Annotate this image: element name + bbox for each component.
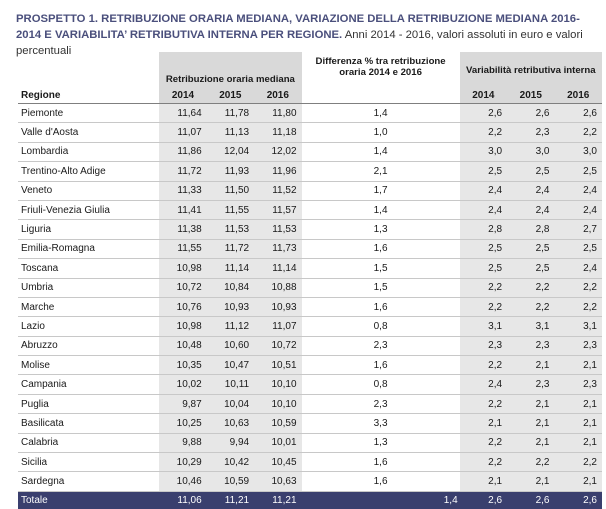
median-cell: 10,04	[207, 394, 254, 413]
variability-cell: 2,1	[554, 472, 602, 491]
median-cell: 10,47	[207, 356, 254, 375]
variability-cell: 2,6	[460, 104, 507, 123]
median-cell: 10,60	[207, 336, 254, 355]
table-row	[18, 453, 602, 472]
variability-cell: 2,2	[554, 297, 602, 316]
median-cell: 10,59	[207, 472, 254, 491]
median-cell: 11,07	[254, 317, 301, 336]
variability-cell: 2,4	[554, 259, 602, 278]
variability-cell: 2,2	[507, 278, 554, 297]
variability-cell: 2,2	[460, 278, 507, 297]
median-cell: 10,48	[159, 336, 206, 355]
region-cell: Sardegna	[18, 472, 159, 491]
region-cell: Valle d'Aosta	[18, 123, 159, 142]
table-row	[18, 356, 602, 375]
header-median-2015: 2015	[207, 88, 254, 104]
header-median-2016: 2016	[254, 88, 301, 104]
variability-cell: 3,1	[507, 317, 554, 336]
diff-cell: 3,3	[302, 414, 460, 433]
median-cell: 11,41	[159, 200, 206, 219]
median-cell: 10,10	[254, 375, 301, 394]
median-cell: 10,98	[159, 259, 206, 278]
diff-cell: 1,4	[302, 200, 460, 219]
variability-cell: 2,6	[460, 491, 507, 509]
variability-cell: 2,2	[460, 356, 507, 375]
variability-cell: 2,6	[507, 104, 554, 123]
median-cell: 11,14	[254, 259, 301, 278]
median-cell: 11,33	[159, 181, 206, 200]
median-cell: 10,59	[254, 414, 301, 433]
diff-cell: 1,4	[302, 142, 460, 161]
variability-cell: 2,3	[554, 336, 602, 355]
median-cell: 10,02	[159, 375, 206, 394]
region-cell: Lazio	[18, 317, 159, 336]
median-cell: 10,72	[159, 278, 206, 297]
variability-cell: 2,1	[507, 394, 554, 413]
variability-cell: 2,8	[460, 220, 507, 239]
diff-cell: 1,7	[302, 181, 460, 200]
median-cell: 10,11	[207, 375, 254, 394]
table-row	[18, 317, 602, 336]
header-median-2014: 2014	[159, 88, 206, 104]
median-cell: 9,94	[207, 433, 254, 452]
variability-cell: 2,4	[554, 200, 602, 219]
variability-cell: 3,0	[554, 142, 602, 161]
median-cell: 11,57	[254, 200, 301, 219]
median-cell: 11,07	[159, 123, 206, 142]
median-cell: 10,45	[254, 453, 301, 472]
region-cell: Basilicata	[18, 414, 159, 433]
median-cell: 10,35	[159, 356, 206, 375]
diff-cell: 0,8	[302, 317, 460, 336]
diff-cell: 1,5	[302, 259, 460, 278]
median-cell: 11,96	[254, 162, 301, 181]
median-cell: 10,63	[254, 472, 301, 491]
variability-cell: 2,1	[460, 414, 507, 433]
table-row	[18, 123, 602, 142]
median-cell: 10,63	[207, 414, 254, 433]
region-cell: Liguria	[18, 220, 159, 239]
table-row	[18, 142, 602, 161]
median-cell: 11,86	[159, 142, 206, 161]
data-table	[18, 52, 602, 509]
header-row-groups	[18, 52, 602, 88]
variability-cell: 2,2	[554, 453, 602, 472]
variability-cell: 2,1	[554, 394, 602, 413]
table-row	[18, 336, 602, 355]
region-cell: Molise	[18, 356, 159, 375]
region-cell: Totale	[18, 491, 159, 509]
median-cell: 10,93	[207, 297, 254, 316]
variability-cell: 3,1	[554, 317, 602, 336]
variability-cell: 2,2	[460, 453, 507, 472]
header-var-2016: 2016	[554, 88, 602, 104]
variability-cell: 2,1	[507, 433, 554, 452]
region-cell: Friuli-Venezia Giulia	[18, 200, 159, 219]
diff-cell: 2,1	[302, 162, 460, 181]
table-row	[18, 414, 602, 433]
median-cell: 10,10	[254, 394, 301, 413]
variability-cell: 2,5	[460, 239, 507, 258]
variability-cell: 2,4	[554, 181, 602, 200]
median-cell: 10,25	[159, 414, 206, 433]
median-cell: 10,84	[207, 278, 254, 297]
diff-cell: 1,4	[302, 104, 460, 123]
median-cell: 11,14	[207, 259, 254, 278]
diff-cell: 2,3	[302, 394, 460, 413]
variability-cell: 2,8	[507, 220, 554, 239]
variability-cell: 2,2	[460, 394, 507, 413]
variability-cell: 2,6	[507, 491, 554, 509]
median-cell: 12,04	[207, 142, 254, 161]
median-cell: 10,93	[254, 297, 301, 316]
median-cell: 11,73	[254, 239, 301, 258]
header-diff: Differenza % tra retribuzione oraria 2014 e 2016	[302, 52, 460, 104]
table-row	[18, 162, 602, 181]
variability-cell: 2,2	[460, 297, 507, 316]
region-cell: Sicilia	[18, 453, 159, 472]
variability-cell: 2,5	[507, 162, 554, 181]
diff-cell: 2,3	[302, 336, 460, 355]
header-var-2014: 2014	[460, 88, 507, 104]
median-cell: 10,98	[159, 317, 206, 336]
median-cell: 11,53	[207, 220, 254, 239]
region-cell: Puglia	[18, 394, 159, 413]
median-cell: 11,53	[254, 220, 301, 239]
variability-cell: 2,5	[460, 162, 507, 181]
diff-cell: 1,3	[302, 433, 460, 452]
median-cell: 11,72	[159, 162, 206, 181]
median-cell: 11,38	[159, 220, 206, 239]
variability-cell: 2,4	[507, 181, 554, 200]
median-cell: 11,52	[254, 181, 301, 200]
variability-cell: 2,5	[554, 239, 602, 258]
variability-cell: 2,1	[507, 414, 554, 433]
median-cell: 11,64	[159, 104, 206, 123]
diff-cell: 0,8	[302, 375, 460, 394]
variability-cell: 2,1	[507, 472, 554, 491]
table-row	[18, 278, 602, 297]
variability-cell: 2,7	[554, 220, 602, 239]
table-row	[18, 433, 602, 452]
variability-cell: 2,3	[460, 336, 507, 355]
diff-cell: 1,6	[302, 239, 460, 258]
median-cell: 10,88	[254, 278, 301, 297]
diff-cell: 1,4	[302, 491, 460, 509]
median-cell: 11,21	[207, 491, 254, 509]
region-cell: Marche	[18, 297, 159, 316]
header-region: Regione	[21, 90, 61, 101]
variability-cell: 2,3	[507, 123, 554, 142]
variability-cell: 2,6	[554, 104, 602, 123]
variability-cell: 2,4	[507, 200, 554, 219]
table-row	[18, 200, 602, 219]
region-cell: Trentino-Alto Adige	[18, 162, 159, 181]
variability-cell: 2,4	[460, 200, 507, 219]
variability-cell: 2,1	[554, 414, 602, 433]
table-row	[18, 104, 602, 123]
variability-cell: 2,5	[507, 259, 554, 278]
median-cell: 10,72	[254, 336, 301, 355]
diff-cell: 1,6	[302, 453, 460, 472]
median-cell: 9,88	[159, 433, 206, 452]
variability-cell: 2,2	[507, 297, 554, 316]
median-cell: 10,51	[254, 356, 301, 375]
median-cell: 10,29	[159, 453, 206, 472]
variability-cell: 2,2	[507, 453, 554, 472]
variability-cell: 2,1	[507, 356, 554, 375]
median-cell: 10,01	[254, 433, 301, 452]
total-row	[18, 491, 602, 509]
median-cell: 11,50	[207, 181, 254, 200]
median-cell: 11,93	[207, 162, 254, 181]
variability-cell: 2,1	[554, 433, 602, 452]
variability-cell: 2,6	[554, 491, 602, 509]
region-cell: Campania	[18, 375, 159, 394]
median-cell: 11,21	[254, 491, 301, 509]
variability-cell: 2,4	[460, 375, 507, 394]
header-variability-group: Variabilità retributiva interna	[460, 52, 602, 88]
median-cell: 10,76	[159, 297, 206, 316]
region-cell: Piemonte	[18, 104, 159, 123]
region-cell: Veneto	[18, 181, 159, 200]
diff-cell: 1,6	[302, 472, 460, 491]
median-cell: 11,78	[207, 104, 254, 123]
variability-cell: 2,5	[507, 239, 554, 258]
median-cell: 10,42	[207, 453, 254, 472]
median-cell: 11,12	[207, 317, 254, 336]
table-row	[18, 181, 602, 200]
variability-cell: 2,3	[507, 336, 554, 355]
variability-cell: 2,4	[460, 181, 507, 200]
variability-cell: 2,2	[460, 433, 507, 452]
title-bold: PROSPETTO 1. RETRIBUZIONE ORARIA MEDIANA, VARIAZIONE DELLA RETRIBUZIONE MEDIANA 2016-2014 E VARIABILITA’ RETRIBUTIVA INTERNA PER REGIONE.	[16, 13, 580, 41]
diff-cell: 1,5	[302, 278, 460, 297]
region-cell: Lombardia	[18, 142, 159, 161]
header-var-2015: 2015	[507, 88, 554, 104]
diff-cell: 1,6	[302, 297, 460, 316]
diff-cell: 1,3	[302, 220, 460, 239]
region-cell: Umbria	[18, 278, 159, 297]
variability-cell: 2,1	[554, 356, 602, 375]
variability-cell: 2,2	[460, 123, 507, 142]
diff-cell: 1,6	[302, 356, 460, 375]
diff-cell: 1,0	[302, 123, 460, 142]
median-cell: 11,72	[207, 239, 254, 258]
region-cell: Toscana	[18, 259, 159, 278]
header-empty	[18, 52, 159, 88]
variability-cell: 3,1	[460, 317, 507, 336]
table-row	[18, 259, 602, 278]
region-cell: Emilia-Romagna	[18, 239, 159, 258]
variability-cell: 2,2	[554, 278, 602, 297]
variability-cell: 3,0	[507, 142, 554, 161]
variability-cell: 2,3	[507, 375, 554, 394]
variability-cell: 2,1	[460, 472, 507, 491]
variability-cell: 2,5	[460, 259, 507, 278]
title-subtitle: Anni 2014 - 2016, valori assoluti in euro e valori percentuali	[16, 29, 583, 57]
median-cell: 11,55	[159, 239, 206, 258]
table-row	[18, 297, 602, 316]
header-median-group: Retribuzione oraria mediana	[159, 52, 301, 88]
region-cell: Calabria	[18, 433, 159, 452]
table-body	[18, 104, 602, 509]
variability-cell: 3,0	[460, 142, 507, 161]
table-row	[18, 394, 602, 413]
median-cell: 12,02	[254, 142, 301, 161]
median-cell: 11,13	[207, 123, 254, 142]
table-row	[18, 220, 602, 239]
median-cell: 11,55	[207, 200, 254, 219]
variability-cell: 2,3	[554, 375, 602, 394]
median-cell: 11,18	[254, 123, 301, 142]
median-cell: 10,46	[159, 472, 206, 491]
region-cell: Abruzzo	[18, 336, 159, 355]
median-cell: 9,87	[159, 394, 206, 413]
median-cell: 11,06	[159, 491, 206, 509]
variability-cell: 2,2	[554, 123, 602, 142]
median-cell: 11,80	[254, 104, 301, 123]
table-row	[18, 239, 602, 258]
variability-cell: 2,5	[554, 162, 602, 181]
table-row	[18, 375, 602, 394]
table-row	[18, 472, 602, 491]
